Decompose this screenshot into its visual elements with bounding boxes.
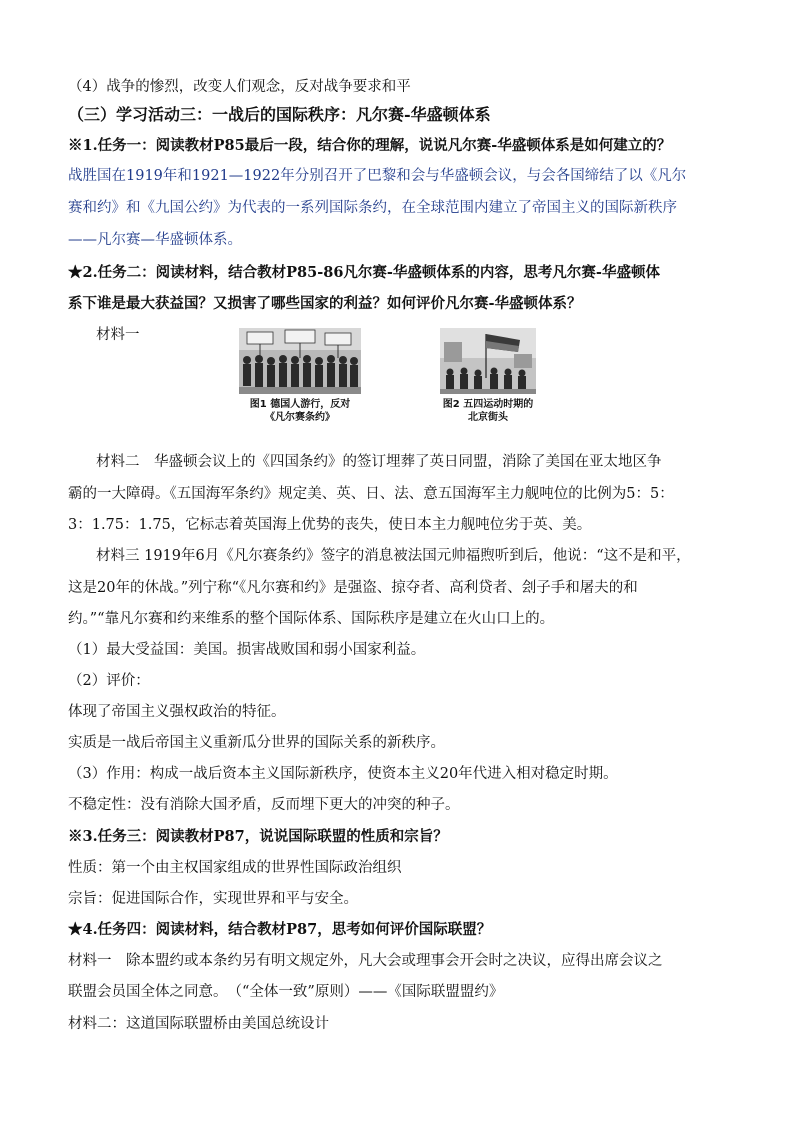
task-4-material-1-line-1: 材料一 除本盟约或本条约另有明文规定外，凡大会或理事会开会时之决议，应得出席会议之 [68, 953, 663, 969]
task-1-answer-line-2: 赛和约》和《九国公约》为代表的一系列国际条约，在全球范围内建立了帝国主义的国际新秩序 [68, 200, 677, 216]
figure-2-caption-line-2: 北京街头 [468, 412, 508, 423]
task-4-material-2: 材料二：这道国际联盟桥由美国总统设计 [68, 1016, 329, 1032]
figure-1 [230, 328, 370, 424]
answer-largest-beneficiary: （1）最大受益国：美国。损害战败国和弱小国家利益。 [68, 642, 426, 658]
task-1-question: ※1.任务一：阅读教材P85最后一段，结合你的理解，说说凡尔赛-华盛顿体系是如何建立的？ [68, 137, 672, 154]
material-1-figures [230, 328, 570, 438]
task-2-question-line-1: ★2.任务二：阅读材料，结合教材P85-86凡尔赛-华盛顿体系的内容，思考凡尔赛-华盛顿体 [68, 264, 660, 281]
figure-1-caption-line-2: 《凡尔赛条约》 [265, 412, 335, 423]
figure-2 [418, 328, 558, 424]
answer-evaluation-heading: （2）评价： [68, 673, 150, 689]
material-2-line-2: 霸的一大障碍。《五国海军条约》规定美、英、日、法、意五国海军主力舰吨位的比例为5：5： [68, 486, 674, 502]
section-heading-activity-3: （三）学习活动三：一战后的国际秩序：凡尔赛-华盛顿体系 [68, 105, 491, 124]
task-3-purpose: 宗旨：促进国际合作，实现世界和平与安全。 [68, 891, 358, 907]
answer-instability: 不稳定性：没有消除大国矛盾，反而埋下更大的冲突的种子。 [68, 797, 460, 813]
figure-1-caption-line-1: 图1 德国人游行，反对 [249, 399, 351, 410]
material-1-label: 材料一 [96, 327, 140, 343]
answer-effect: （3）作用：构成一战后资本主义国际新秩序，使资本主义20年代进入相对稳定时期。 [68, 766, 618, 782]
task-1-answer-line-3: ——凡尔赛—华盛顿体系。 [68, 232, 242, 248]
answer-evaluation-feature: 体现了帝国主义强权政治的特征。 [68, 704, 286, 720]
task-4-material-1-line-2: 联盟会员国全体之同意。 （“全体一致”原则）——《国际联盟盟约》 [68, 984, 504, 1000]
material-3-line-2: 这是20年的休战。”列宁称“《凡尔赛和约》是强盗、掠夺者、高利贷者、刽子手和屠夫的和 [68, 580, 638, 596]
material-3-line-3: 约。”“靠凡尔赛和约来维系的整个国际体系、国际秩序是建立在火山口上的。 [68, 611, 555, 627]
material-3-line-1: 材料三 1919年6月《凡尔赛条约》签字的消息被法国元帅福煦听到后，他说：“这不是和平， [96, 548, 691, 564]
task-2-question-line-2: 系下谁是最大获益国？又损害了哪些国家的利益？如何评价凡尔赛-华盛顿体系？ [68, 295, 582, 312]
text-line-war-concept: （4）战争的惨烈，改变人们观念，反对战争要求和平 [68, 79, 411, 95]
task-3-question: ※3.任务三：阅读教材P87，说说国际联盟的性质和宗旨？ [68, 828, 448, 845]
material-2-line-3: 3：1.75：1.75，它标志着英国海上优势的丧失，使日本主力舰吨位劣于英、美。 [68, 517, 592, 533]
figure-2-caption-line-1: 图2 五四运动时期的 [442, 399, 534, 410]
answer-evaluation-essence: 实质是一战后帝国主义重新瓜分世界的国际关系的新秩序。 [68, 735, 445, 751]
germans-protest-photo [239, 328, 361, 394]
task-4-question: ★4.任务四：阅读材料，结合教材P87，思考如何评价国际联盟？ [68, 921, 492, 938]
may-fourth-movement-photo [440, 328, 536, 394]
task-3-nature: 性质：第一个由主权国家组成的世界性国际政治组织 [68, 860, 402, 876]
task-1-answer-line-1: 战胜国在1919年和1921—1922年分别召开了巴黎和会与华盛顿会议，与会各国缔结了以《凡尔 [68, 168, 687, 184]
material-2-line-1: 材料二 华盛顿会议上的《四国条约》的签订埋葬了英日同盟，消除了美国在亚太地区争 [96, 454, 662, 470]
